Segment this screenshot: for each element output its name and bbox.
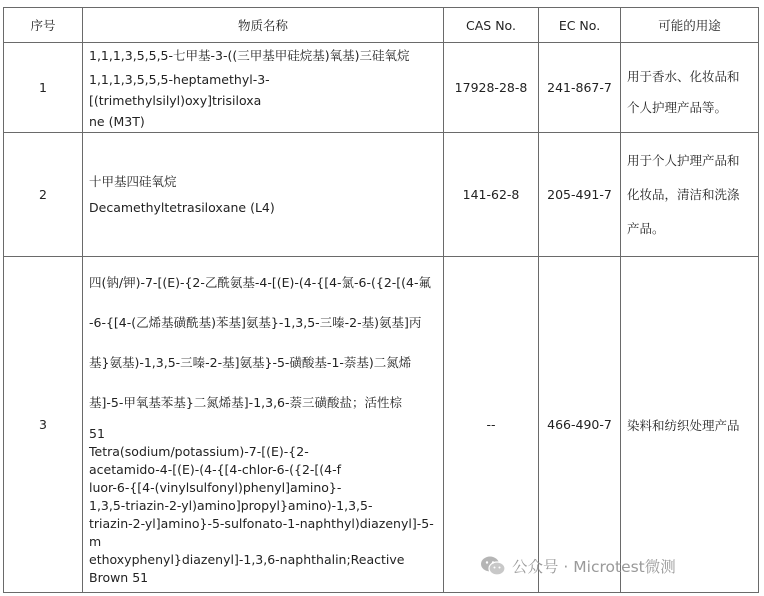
substance-name-en: Brown 51 <box>89 569 149 585</box>
use-line: 产品。 <box>627 220 665 236</box>
substance-name-cell <box>83 43 444 133</box>
ec-number: 205-491-7 <box>539 133 621 257</box>
substance-name-cell <box>83 257 444 593</box>
substance-name-zh: 1,1,1,3,5,5,5-七甲基-3-((三甲基甲硅烷基)氧基)三硅氧烷 <box>89 48 410 63</box>
substance-name-en: 1,1,1,3,5,5,5-heptamethyl-3-[(trimethylsilyl)oxy]trisiloxa <box>89 72 270 108</box>
cas-number: 17928-28-8 <box>444 43 539 133</box>
row-number: 1 <box>4 43 83 133</box>
header-use: 可能的用途 <box>621 8 759 43</box>
watermark <box>480 555 676 577</box>
substance-name-zh: -6-{[4-(乙烯基磺酰基)苯基]氨基}-1,3,5-三嗪-2-基)氨基]丙 <box>89 314 422 330</box>
use-line: 个人护理产品等。 <box>627 99 728 115</box>
substance-name-zh: 四(钠/钾)-7-[(E)-{2-乙酰氨基-4-[(E)-(4-{[4-氯-6-({2-[(4-氟 <box>89 274 432 290</box>
use-line: 染料和纺织处理产品 <box>627 417 740 433</box>
ec-number: 241-867-7 <box>539 43 621 133</box>
watermark-text: 公众号 · Microtest微测 <box>512 558 676 576</box>
row-number: 3 <box>4 257 83 593</box>
table-row <box>4 43 759 133</box>
substance-name-en: triazin-2-yl]amino}-5-sulfonato-1-naphthyl)diazenyl]-5-m <box>89 515 434 549</box>
header-cas: CAS No. <box>444 8 539 43</box>
substance-name-en: ne (M3T) <box>89 114 145 129</box>
substance-name-en: Decamethyltetrasiloxane (L4) <box>89 199 275 215</box>
use-cell <box>621 257 759 593</box>
use-line: 用于香水、化妆品和 <box>627 68 740 84</box>
substance-table <box>3 7 759 593</box>
ec-number: 466-490-7 <box>539 257 621 593</box>
substance-name-zh: 基]-5-甲氧基苯基}二氮烯基]-1,3,6-萘三磺酸盐；活性棕 <box>89 394 403 410</box>
header-name: 物质名称 <box>83 8 444 43</box>
use-line: 用于个人护理产品和 <box>627 152 740 168</box>
cas-number: -- <box>444 257 539 593</box>
use-cell <box>621 43 759 133</box>
substance-name-en: ethoxyphenyl}diazenyl]-1,3,6-naphthalin;Reactive <box>89 551 405 567</box>
wechat-icon <box>480 555 506 577</box>
row-number: 2 <box>4 133 83 257</box>
substance-name-zh: 基}氨基)-1,3,5-三嗪-2-基]氨基}-5-磺酸基-1-萘基)二氮烯 <box>89 354 412 370</box>
substance-name-en: luor-6-{[4-(vinylsulfonyl)phenyl]amino}- <box>89 479 342 495</box>
use-line: 化妆品，清洁和洗涤 <box>627 186 740 202</box>
header-ec: EC No. <box>539 8 621 43</box>
table-header-row <box>4 8 759 43</box>
substance-name-en: acetamido-4-[(E)-(4-{[4-chlor-6-({2-[(4-f <box>89 461 342 477</box>
use-cell <box>621 133 759 257</box>
cas-number: 141-62-8 <box>444 133 539 257</box>
header-no: 序号 <box>4 8 83 43</box>
substance-name-zh: 十甲基四硅氧烷 <box>89 173 177 189</box>
table-row <box>4 133 759 257</box>
table-row <box>4 257 759 593</box>
substance-name-cell <box>83 133 444 257</box>
substance-name-en: 51 <box>89 425 105 441</box>
substance-name-en: Tetra(sodium/potassium)-7-[(E)-{2- <box>89 443 309 459</box>
substance-name-en: 1,3,5-triazin-2-yl)amino]propyl}amino)-1,3,5- <box>89 497 373 513</box>
